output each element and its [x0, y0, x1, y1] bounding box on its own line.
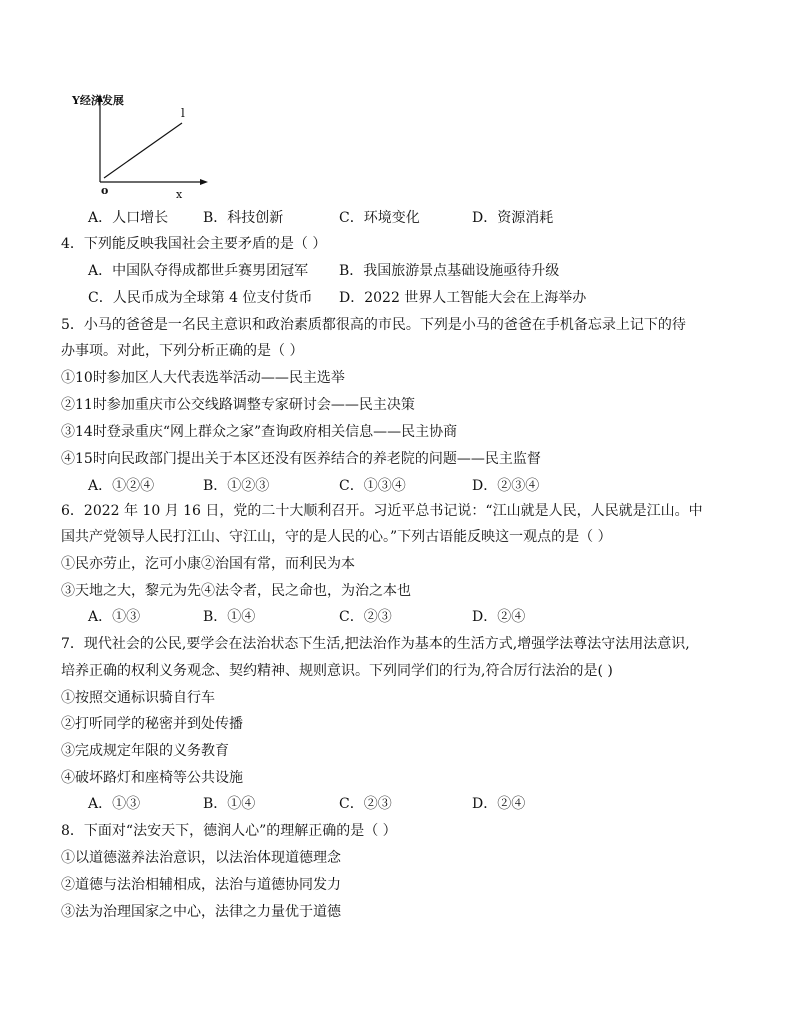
- list-item: ②打听同学的秘密并到处传播: [61, 716, 243, 732]
- q3-option-d[interactable]: D．资源消耗: [472, 210, 554, 226]
- q6-option-b[interactable]: B．①④: [203, 609, 256, 625]
- list-item: ①民亦劳止，汔可小康②治国有常，而利民为本: [61, 556, 355, 572]
- question-stem: 国共产党领导人民打江山、守江山，守的是人民的心。”下列古语能反映这一观点的是（ ）: [61, 529, 612, 545]
- q4-option-c[interactable]: C．人民币成为全球第 4 位支付货币: [88, 290, 313, 306]
- q5-option-d[interactable]: D．②③④: [472, 478, 540, 494]
- list-item: ③完成规定年限的义务教育: [61, 743, 229, 759]
- list-item: ①按照交通标识骑自行车: [61, 690, 215, 706]
- q4-option-a[interactable]: A．中国队夺得成都世乒赛男团冠军: [88, 263, 309, 279]
- x-axis-arrow: [200, 179, 208, 185]
- q7-option-c[interactable]: C．②③: [339, 796, 392, 812]
- list-item: ②道德与法治相辅相成，法治与道德协同发力: [61, 877, 341, 893]
- question-stem: 办事项。对此，下列分析正确的是（ ）: [61, 343, 304, 359]
- graph-figure: [60, 90, 220, 205]
- q4-option-b[interactable]: B．我国旅游景点基础设施亟待升级: [339, 263, 560, 279]
- list-item: ④破坏路灯和座椅等公共设施: [61, 770, 243, 786]
- list-item: ③14时登录重庆“网上群众之家”查询政府相关信息——民主协商: [61, 424, 458, 440]
- question-stem: 培养正确的权利义务观念、契约精神、规则意识。下列同学们的行为,符合厉行法治的是( ): [61, 663, 613, 679]
- q5-option-b[interactable]: B．①②③: [203, 478, 270, 494]
- q5-option-a[interactable]: A．①②④: [88, 478, 155, 494]
- question-stem: 4．下列能反映我国社会主要矛盾的是（ ）: [61, 236, 327, 252]
- q7-option-b[interactable]: B．①④: [203, 796, 256, 812]
- q6-option-d[interactable]: D．②④: [472, 609, 526, 625]
- q4-option-d[interactable]: D．2022 世界人工智能大会在上海举办: [339, 290, 587, 306]
- q3-option-c[interactable]: C．环境变化: [339, 210, 420, 226]
- q3-option-b[interactable]: B．科技创新: [203, 210, 284, 226]
- q5-option-c[interactable]: C．①③④: [339, 478, 406, 494]
- question-stem: 8．下面对“法安天下，德润人心”的理解正确的是（ ）: [61, 823, 397, 839]
- list-item: ③天地之大，黎元为先④法令者，民之命也，为治之本也: [61, 583, 411, 599]
- q6-option-a[interactable]: A．①③: [88, 609, 141, 625]
- list-item: ①以道德滋养法治意识，以法治体现道德理念: [61, 850, 341, 866]
- q7-option-d[interactable]: D．②④: [472, 796, 526, 812]
- question-stem: 6．2022 年 10 月 16 日，党的二十大顺利召开。习近平总书记说：“江山就是人民，人民就是江山。中: [61, 503, 703, 519]
- list-item: ③法为治理国家之中心，法律之力量优于道德: [61, 904, 341, 920]
- question-stem: 5．小马的爸爸是一名民主意识和政治素质都很高的市民。下列是小马的爸爸在手机备忘录上记下的待: [61, 317, 686, 333]
- list-item: ④15时向民政部门提出关于本区还没有医养结合的养老院的问题——民主监督: [61, 451, 541, 467]
- origin-label: o: [101, 184, 109, 197]
- q7-option-a[interactable]: A．①③: [88, 796, 141, 812]
- q3-option-a[interactable]: A．人口增长: [88, 210, 169, 226]
- x-axis-label: x: [176, 188, 183, 201]
- q6-option-c[interactable]: C．②③: [339, 609, 392, 625]
- line-label: l: [181, 106, 185, 120]
- y-axis-label: Y经济发展: [72, 94, 124, 107]
- question-stem: 7．现代社会的公民,要学会在法治状态下生活,把法治作为基本的生活方式,增强学法尊法守法用法意识,: [61, 636, 690, 652]
- list-item: ①10时参加区人大代表选举活动——民主选举: [61, 370, 345, 386]
- graph-line: [104, 123, 182, 178]
- list-item: ②11时参加重庆市公交线路调整专家研讨会——民主决策: [61, 397, 415, 413]
